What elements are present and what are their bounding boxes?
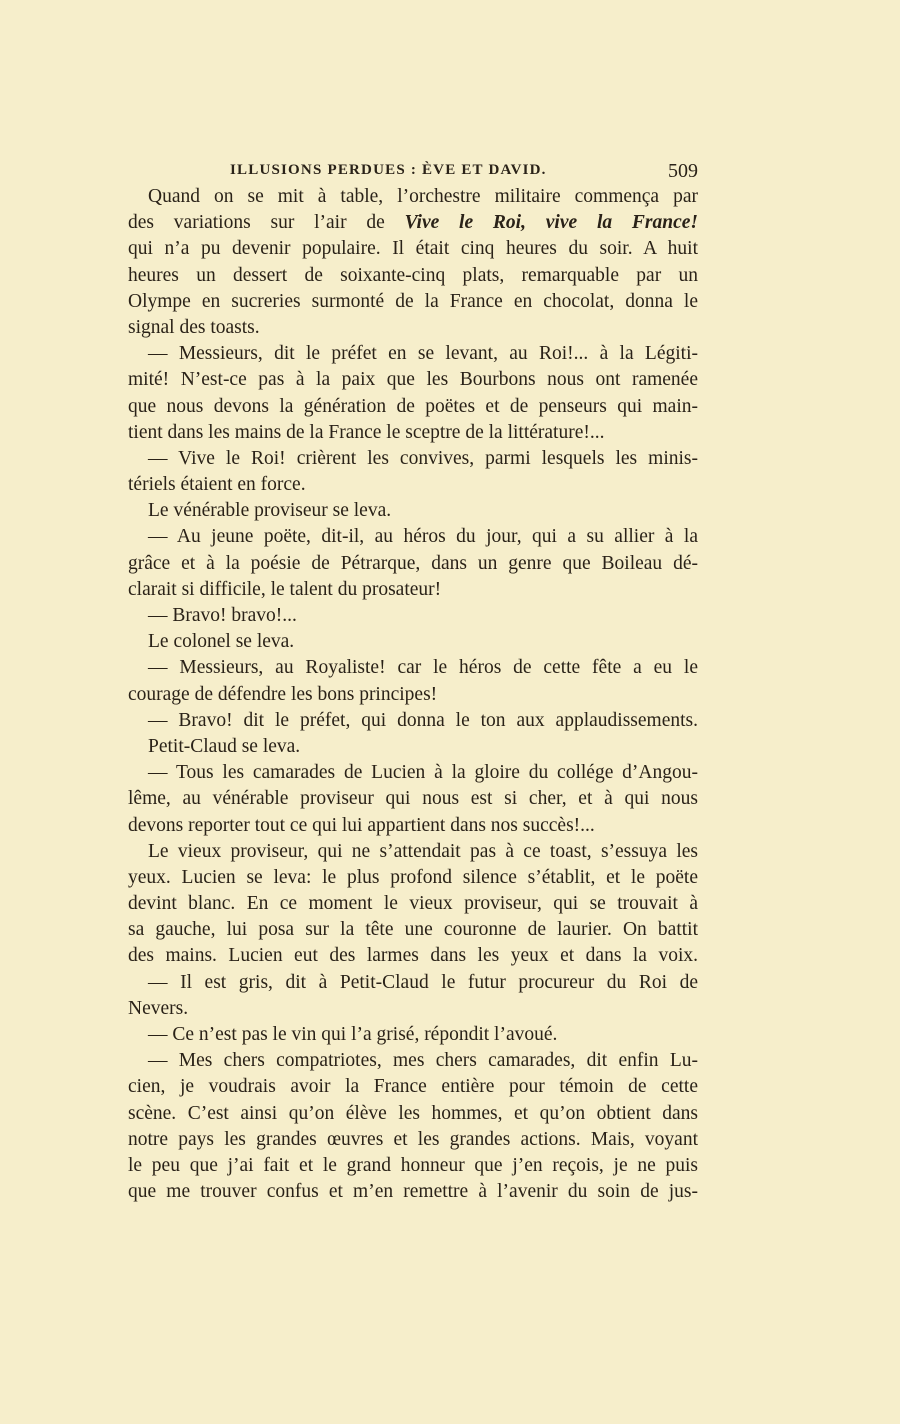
text-line: signal des toasts.: [128, 316, 260, 338]
text-line: tient dans les mains de la France le sceptre de la littérature!...: [128, 421, 605, 443]
text-line: Olympe en sucreries surmonté de la France en chocolat, donna le: [128, 290, 698, 312]
text-line: sa gauche, lui posa sur la tête une couronne de laurier. On battit: [128, 919, 698, 941]
text-line: heures un dessert de soixante-cinq plats, remarquable par un: [128, 264, 698, 286]
text-line: — Il est gris, dit à Petit-Claud le futur procureur du Roi de: [148, 971, 698, 993]
text-line: le peu que j’ai fait et le grand honneur que j’en reçois, je ne puis: [128, 1154, 698, 1176]
text-line: — Mes chers compatriotes, mes chers camarades, dit enfin Lu-: [148, 1050, 698, 1072]
text-line: yeux. Lucien se leva: le plus profond silence s’établit, et le poëte: [128, 866, 698, 888]
text-line: — Au jeune poëte, dit-il, au héros du jour, qui a su allier à la: [148, 526, 698, 548]
text-line: Le colonel se leva.: [148, 631, 295, 653]
text-line: scène. C’est ainsi qu’on élève les hommes, et qu’on obtient dans: [128, 1102, 698, 1124]
text-line: — Tous les camarades de Lucien à la gloire du collége d’Angou-: [148, 762, 698, 784]
running-title: ILLUSIONS PERDUES : ÈVE ET DAVID.: [230, 162, 547, 178]
text-line: clarait si difficile, le talent du prosateur!: [128, 578, 442, 600]
text-line: Le vieux proviseur, qui ne s’attendait pas à ce toast, s’essuya les: [148, 840, 698, 862]
page-body-text: [128, 184, 698, 1205]
text-line: devint blanc. En ce moment le vieux proviseur, qui se trouvait à: [128, 893, 698, 915]
text-line: tériels étaient en force.: [128, 474, 306, 496]
text-line: — Vive le Roi! crièrent les convives, parmi lesquels les minis-: [148, 447, 698, 469]
text-line: Quand on se mit à table, l’orchestre militaire commença par: [148, 186, 698, 207]
text-line: — Bravo! dit le préfet, qui donna le ton aux applaudissements.: [148, 709, 698, 731]
text-line: grâce et à la poésie de Pétrarque, dans un genre que Boileau dé-: [128, 552, 698, 574]
text-line: lême, au vénérable proviseur qui nous est si cher, et à qui nous: [128, 788, 698, 810]
text-line: — Messieurs, au Royaliste! car le héros de cette fête a eu le: [148, 657, 698, 679]
text-line: cien, je voudrais avoir la France entière pour témoin de cette: [128, 1076, 698, 1098]
page-number: 509: [668, 160, 698, 182]
text-line: courage de défendre les bons principes!: [128, 683, 438, 705]
text-line: — Bravo! bravo!...: [148, 605, 297, 626]
text-line: — Ce n’est pas le vin qui l’a grisé, répondit l’avoué.: [148, 1024, 558, 1045]
text-line: mité! N’est-ce pas à la paix que les Bourbons nous ont ramenée: [128, 369, 698, 391]
running-header: [230, 160, 698, 184]
text-line: notre pays les grandes œuvres et les grandes actions. Mais, voyant: [128, 1128, 698, 1150]
text-line: devons reporter tout ce qui lui appartient dans nos succès!...: [128, 814, 595, 836]
text-line: que nous devons la génération de poëtes et de penseurs qui main-: [128, 395, 698, 417]
text-line: Petit-Claud se leva.: [148, 735, 301, 757]
text-line: des variations sur l’air de Vive le Roi, vive la France!: [128, 212, 698, 234]
text-line: que me trouver confus et m’en remettre à l’avenir du soin de jus-: [128, 1181, 698, 1203]
text-line: Nevers.: [128, 997, 189, 1019]
text-line: — Messieurs, dit le préfet en se levant, au Roi!... à la Légiti-: [148, 343, 698, 365]
text-line: Le vénérable proviseur se leva.: [148, 500, 392, 522]
text-line: des mains. Lucien eut des larmes dans les yeux et dans la voix.: [128, 945, 698, 967]
text-line: qui n’a pu devenir populaire. Il était cinq heures du soir. A huit: [128, 238, 698, 260]
song-title: Vive le Roi, vive la France!: [404, 212, 698, 234]
